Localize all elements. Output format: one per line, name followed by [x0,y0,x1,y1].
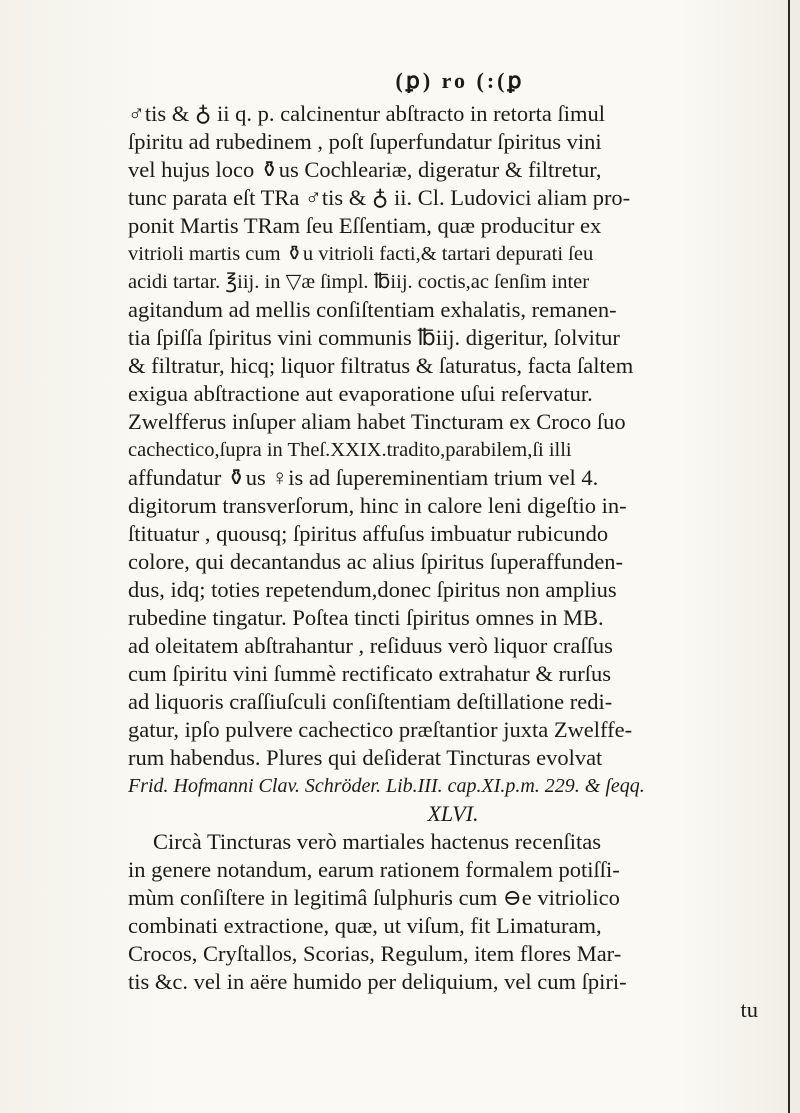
text-line: tunc parata eſt TRa ♂tis & ♁ ii. Cl. Ludovici aliam pro- [128,185,631,210]
text-line: combinati extractione, quæ, ut viſum, fit Limaturam, [128,913,602,938]
text-line: in genere notandum, earum rationem formalem potiſſi- [128,857,620,882]
text-line: cachectico,ſupra in Theſ.XXIX.tradito,parabilem,ſi illi [128,439,572,461]
page-edge [788,0,800,1113]
section-number: XLVI. [427,801,479,826]
page-header: (ꝑ) ro (:(ꝑ [395,68,525,93]
body-text [128,100,778,1024]
text-line: colore, qui decantandus ac alius ſpiritus ſuperaffunden- [128,549,624,574]
text-line: rum habendus. Plures qui deſiderat Tincturas evolvat [128,745,603,770]
text-line: exigua abſtractione aut evaporatione uſui reſervatur. [128,381,593,406]
text-line: tia ſpiſſa ſpiritus vini communis ℔iij. digeritur, ſolvitur [128,325,620,350]
text-line: dus, idq; toties repetendum,donec ſpiritus non amplius [128,577,617,602]
text-line: digitorum transverſorum, hinc in calore leni digeſtio in- [128,493,627,518]
text-line: ponit Martis TRam ſeu Eſſentiam, quæ producitur ex [128,213,602,238]
text-line: Crocos, Cryſtallos, Scorias, Regulum, item flores Mar- [128,941,622,966]
text-line: ſtituatur , quousq; ſpiritus affuſus imbuatur rubicundo [128,521,609,546]
text-line: ad oleitatem abſtrahantur , reſiduus verò liquor craſſus [128,633,613,658]
text-line: cum ſpiritu vini ſummè rectificato extrahatur & rurſus [128,661,611,686]
text-line: mùm conſiſtere in legitimâ ſulphuris cum ⊖e vitriolico [128,885,620,910]
text-line: ad liquoris craſſiuſculi conſiſtentiam deſtillatione redi- [128,689,613,714]
text-line: tis &c. vel in aëre humido per deliquium, vel cum ſpiri- [128,969,627,994]
text-line: ſpiritu ad rubedinem , poſt ſuperfundatur ſpiritus vini [128,129,602,154]
text-line: ♂tis & ♁ ii q. p. calcinentur abſtracto in retorta ſimul [128,101,605,126]
text-line: Zwelfferus inſuper aliam habet Tincturam ex Croco ſuo [128,409,626,434]
text-line: Circà Tincturas verò martiales hactenus recenſitas [153,829,601,854]
text-line: affundatur ⚱us ♀is ad ſupereminentiam trium vel 4. [128,465,599,490]
text-line: rubedine tingatur. Poſtea tincti ſpiritus omnes in MB. [128,605,604,630]
citation-line: Frid. Hofmanni Clav. Schröder. Lib.III. cap.XI.p.m. 229. & ſeqq. [128,775,645,797]
text-line: agitandum ad mellis conſiſtentiam exhalatis, remanen- [128,297,617,322]
text-line: vel hujus loco ⚱us Cochleariæ, digeratur & filtretur, [128,157,602,182]
text-line: vitrioli martis cum ⚱u vitrioli facti,& tartari depurati ſeu [128,243,594,265]
text-line: acidi tartar. ℥iij. in ▽æ ſimpl. ℔iij. coctis,ac ſenſim inter [128,271,590,293]
text-line: & filtratur, hicq; liquor filtratus & ſaturatus, facta ſaltem [128,353,634,378]
catchword: tu [740,997,758,1022]
text-line: gatur, ipſo pulvere cachectico præſtantior juxta Zwelffe- [128,717,633,742]
